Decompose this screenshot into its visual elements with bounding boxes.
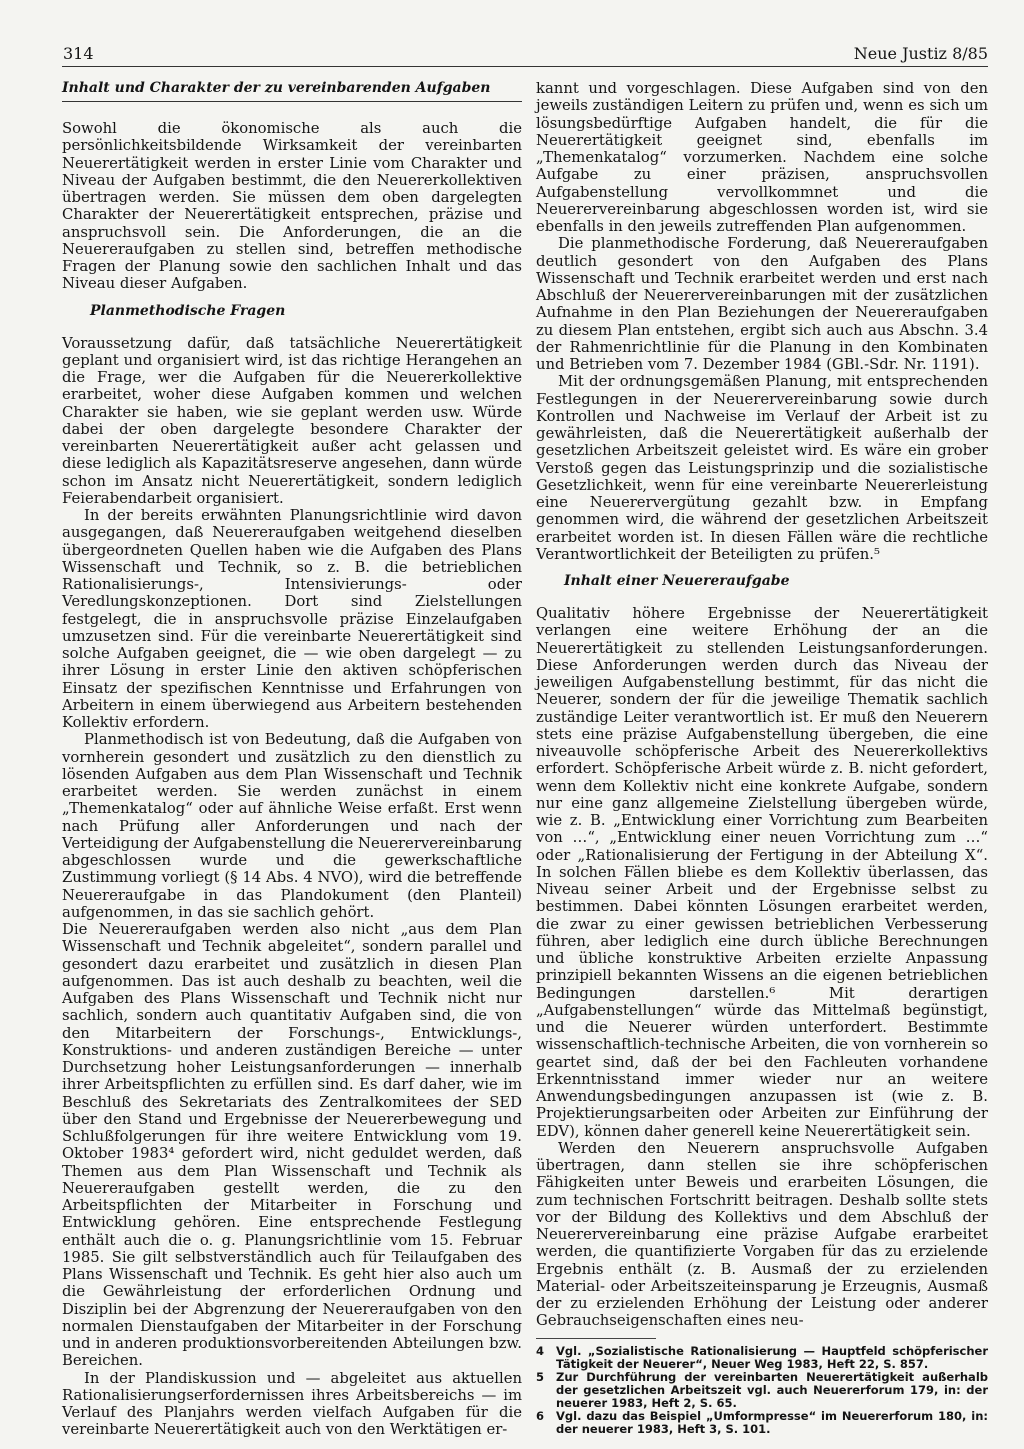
paragraph: Planmethodisch ist von Bedeutung, daß die Aufgaben von vornherein gesondert und zusätzlich zu den dienstlich zu lösenden Aufgaben aus dem Plan Wissenschaft und Technik erarbeitet werden. Sie werden zunächst in einem „Themenkatalog“ oder auf ähnliche Weise erfaßt. Erst wenn nach Prüfung aller Anforderungen und nach der Verteidigung der Aufgabenstellung die Neuerervereinbarung abgeschlossen wurde und die gewerkschaftliche Zustimmung vorliegt (§ 14 Abs. 4 NVO), wird die betreffende Neuereraufgabe in das Plandokument (den Planteil) aufgenommen, in das sie sachlich gehört. — [62, 731, 522, 921]
footnote — [536, 1410, 988, 1436]
paragraph: In der Plandiskussion und — abgeleitet aus aktuellen Rationalisierungserfordernissen ihres Arbeitsbereichs — im Verlauf des Planjahrs werden vielfach Aufgaben für die vereinbarte Neuerertätigkeit auch von den Werktätigen er- — [62, 1369, 522, 1439]
paragraph: Die planmethodische Forderung, daß Neuereraufgaben deutlich gesondert von den Aufgaben des Plans Wissenschaft und Technik erarbeitet werden und erst nach Abschluß der Neuerervereinbarungen mit der zusätzlichen Aufnahme in den Plan Beziehungen der Neuereraufgaben zu diesem Plan entstehen, ergibt sich auch aus Abschn. 3.4 der Rahmenrichtlinie für die Planung in den Kombinaten und Betrieben vom 7. Dezember 1984 (GBl.-Sdr. Nr. 1191). — [536, 235, 988, 373]
paragraph: Die Neuereraufgaben werden also nicht „aus dem Plan Wissenschaft und Technik abgeleitet“, sondern parallel und gesondert dazu erarbeitet und zusätzlich in diesen Plan aufgenommen. Das ist auch deshalb zu beachten, weil die Aufgaben des Plans Wissenschaft und Technik nicht nur sachlich, sondern auch quantitativ Aufgaben sind, die von den Mitarbeitern der Forschungs-, Entwicklungs-, Konstruktions- und anderen zuständigen Bereiche — unter Durchsetzung hoher Leistungsanforderungen — innerhalb ihrer Arbeitspflichten zu erfüllen sind. Es darf daher, wie im Beschluß des Sekretariats des Zentralkomitees der SED über den Stand und Ergebnisse der Neuererbewegung und Schlußfolgerungen für ihre weitere Entwicklung vom 19. Oktober 1983⁴ gefordert wird, nicht geduldet werden, daß Themen aus dem Plan Wissenschaft und Technik als Neuereraufgaben gestellt werden, die zu den Arbeitspflichten der Mitarbeiter in Forschung und Entwicklung gehören. Eine entsprechende Festlegung enthält auch die o. g. Planungsrichtlinie vom 15. Februar 1985. Sie gilt selbstverständlich auch für Teilaufgaben des Plans Wissenschaft und Technik. Es geht hier also auch um die Gewährleistung der erforderlichen Ordnung und Disziplin bei der Abgrenzung der Neuereraufgaben von den normalen Dienstaufgaben der Mitarbeiter in der Forschung und in anderen produktionsvorbereitenden Abteilungen bzw. Bereichen. — [62, 921, 522, 1370]
journal-title: Neue Justiz 8/85 — [853, 44, 988, 63]
footnote-number: 5 — [536, 1369, 545, 1384]
paragraph: Sowohl die ökonomische als auch die persönlichkeitsbildende Wirksamkeit der vereinbarten Neuerertätigkeit werden in erster Linie vom Charakter und Niveau der Aufgaben bestimmt, die den Neuererkollektiven übertragen werden. Sie müssen dem oben dargelegten Charakter der Neuerertätigkeit entsprechen, präzise und anspruchsvoll sein. Die Anforderungen, die an die Neuereraufgaben zu stellen sind, betreffen methodische Fragen der Planung sowie den sachlichen Inhalt und das Niveau dieser Aufgaben. — [62, 120, 522, 293]
section-title-rule — [62, 101, 522, 102]
paragraph: Werden den Neuerern anspruchsvolle Aufgaben übertragen, dann stellen sie ihre schöpferischen Fähigkeiten unter Beweis und erarbeiten Lösungen, die zum technischen Fortschritt beitragen. Deshalb sollte stets vor der Bildung des Kollektivs und dem Abschluß der Neuerervereinbarung eine präzise Aufgabe erarbeitet werden, die quantifizierte Vorgaben für das zu erzielende Ergebnis enthält (z. B. Ausmaß der zu erzielenden Material- oder Arbeitszeiteinsparung je Erzeugnis, Ausmaß der zu erzielenden Erhöhung der Leistung oder anderer Gebrauchseigenschaften eines neu- — [536, 1139, 988, 1330]
footnote-text: Zur Durchführung der vereinbarten Neuerertätigkeit außerhalb der gesetzlichen Arbeitszeit vgl. auch Neuererforum 179, in: der neuerer 1983, Heft 2, S. 65. — [556, 1369, 988, 1410]
paragraph: Voraussetzung dafür, daß tatsächliche Neuerertätigkeit geplant und organisiert wird, ist das richtige Herangehen an die Frage, wer die Aufgaben für die Neuererkollektive erarbeitet, woher diese Aufgaben kommen und welchen Charakter sie haben, wie sie geplant werden usw. Würde dabei der oben dargelegte besondere Charakter der vereinbarten Neuerertätigkeit außer acht gelassen und diese lediglich als Kapazitätsreserve angesehen, dann würde schon im Ansatz nicht Neuerertätigkeit, sondern lediglich Feierabendarbeit organisiert. — [62, 334, 522, 507]
paragraph: Mit der ordnungsgemäßen Planung, mit entsprechenden Festlegungen in der Neuerervereinbarung sowie durch Kontrollen und Nachweise im Verlauf der Arbeit ist zu gewährleisten, daß die Neuerertätigkeit außerhalb der gesetzlichen Arbeitszeit geleistet wird. Es wäre ein grober Verstoß gegen das Leistungsprinzip und die sozialistische Gesetzlichkeit, wenn für eine vereinbarte Neuererleistung eine Neuerervergütung gezahlt bzw. in Empfang genommen wird, die während der gesetzlichen Arbeitszeit erarbeitet worden ist. In diesen Fällen wäre die rechtliche Verantwortlichkeit der Beteiligten zu prüfen.⁵ — [536, 373, 988, 563]
footnote-number: 6 — [536, 1408, 545, 1423]
footnote-rule — [536, 1338, 656, 1339]
footnote — [536, 1345, 988, 1371]
section-title: Inhalt und Charakter der zu vereinbarenden Aufgaben — [62, 80, 491, 96]
footnote-text: Vgl. dazu das Beispiel „Umformpresse“ im Neuererforum 180, in: der neuerer 1983, Heft 3, S. 101. — [556, 1408, 988, 1436]
header-rule — [62, 66, 988, 67]
paragraph: kannt und vorgeschlagen. Diese Aufgaben sind von den jeweils zuständigen Leitern zu prüfen und, wenn es sich um lösungsbedürftige Aufgaben handelt, die für die Neuerertätigkeit geeignet sind, ebenfalls im „Themenkatalog“ vorzumerken. Nachdem eine solche Aufgabe zu einer präzisen, anspruchsvollen Aufgabenstellung vervollkommnet und die Neuerervereinbarung abgeschlossen worden ist, wird sie ebenfalls in den jeweils zutreffenden Plan aufgenommen. — [536, 80, 988, 235]
footnote-number: 4 — [536, 1343, 545, 1358]
page-number: 314 — [63, 44, 94, 63]
paragraph: In der bereits erwähnten Planungsrichtlinie wird davon ausgegangen, daß Neuereraufgaben weitgehend dieselben übergeordneten Quellen haben wie die Aufgaben des Plans Wissenschaft und Technik, so z. B. die betrieblichen Rationalisierungs-, Intensivierungs- oder Veredlungskonzeptionen. Dort sind Zielstellungen festgelegt, die in anspruchsvolle präzise Einzelaufgaben umzusetzen sind. Für die vereinbarte Neuerertätigkeit sind solche Aufgaben geeignet, die — wie oben dargelegt — zu ihrer Lösung in erster Linie den aktiven schöpferischen Einsatz der spezifischen Kenntnisse und Erfahrungen von Arbeitern in einem überwiegend aus Arbeitern bestehenden Kollektiv erfordern. — [62, 507, 522, 731]
left-column — [62, 80, 522, 1439]
footnote — [536, 1371, 988, 1410]
right-column — [536, 80, 988, 1436]
subheading-inhalt-neuereraufgabe: Inhalt einer Neuereraufgabe — [564, 573, 790, 589]
subheading-planmethodische-fragen: Planmethodische Fragen — [90, 302, 286, 319]
footnote-text: Vgl. „Sozialistische Rationalisierung — Hauptfeld schöpferischer Tätigkeit der Neuerer“, Neuer Weg 1983, Heft 22, S. 857. — [556, 1343, 988, 1371]
paragraph: Qualitativ höhere Ergebnisse der Neuerertätigkeit verlangen eine weitere Erhöhung der an die Neuerertätigkeit zu stellenden Leistungsanforderungen. Diese Anforderungen werden durch das Niveau der jeweiligen Aufgabenstellung bestimmt, für das nicht die Neuerer, sondern der für die jeweilige Thematik sachlich zuständige Leiter verantwortlich ist. Er muß den Neuerern stets eine präzise Aufgabenstellung übergeben, die eine niveauvolle schöpferische Arbeit des Neuererkollektivs erfordert. Schöpferische Arbeit würde z. B. nicht gefordert, wenn dem Kollektiv nicht eine konkrete Aufgabe, sondern nur eine ganz allgemeine Zielstellung übergeben würde, wie z. B. „Entwicklung einer Vorrichtung zum Bearbeiten von …“, „Entwicklung einer neuen Vorrichtung zum …“ oder „Rationalisierung der Fertigung in der Abteilung X“. In solchen Fällen bliebe es dem Kollektiv überlassen, das Niveau seiner Arbeit und der Ergebnisse selbst zu bestimmen. Dabei könnten Lösungen erarbeitet werden, die zwar zu einer gewissen betrieblichen Verbesserung führen, aber lediglich eine durch übliche Berechnungen und übliche konstruktive Arbeiten erzielte Anpassung prinzipiell bekannten Wissens an die eigenen betrieblichen Bedingungen darstellen.⁶ Mit derartigen „Aufgabenstellungen“ würde das Mittelmaß begünstigt, und die Neuerer würden unterfordert. Bestimmte wissenschaftlich-technische Arbeiten, die von vornherein so geartet sind, daß der bei den Fachleuten vorhandene Erkenntnisstand immer wieder nur an weitere Anwendungsbedingungen anzupassen ist (wie z. B. Projektierungsarbeiten oder Arbeiten zur Einführung der EDV), können daher generell keine Neuerertätigkeit sein. — [536, 605, 988, 1140]
footnotes — [536, 1345, 988, 1436]
